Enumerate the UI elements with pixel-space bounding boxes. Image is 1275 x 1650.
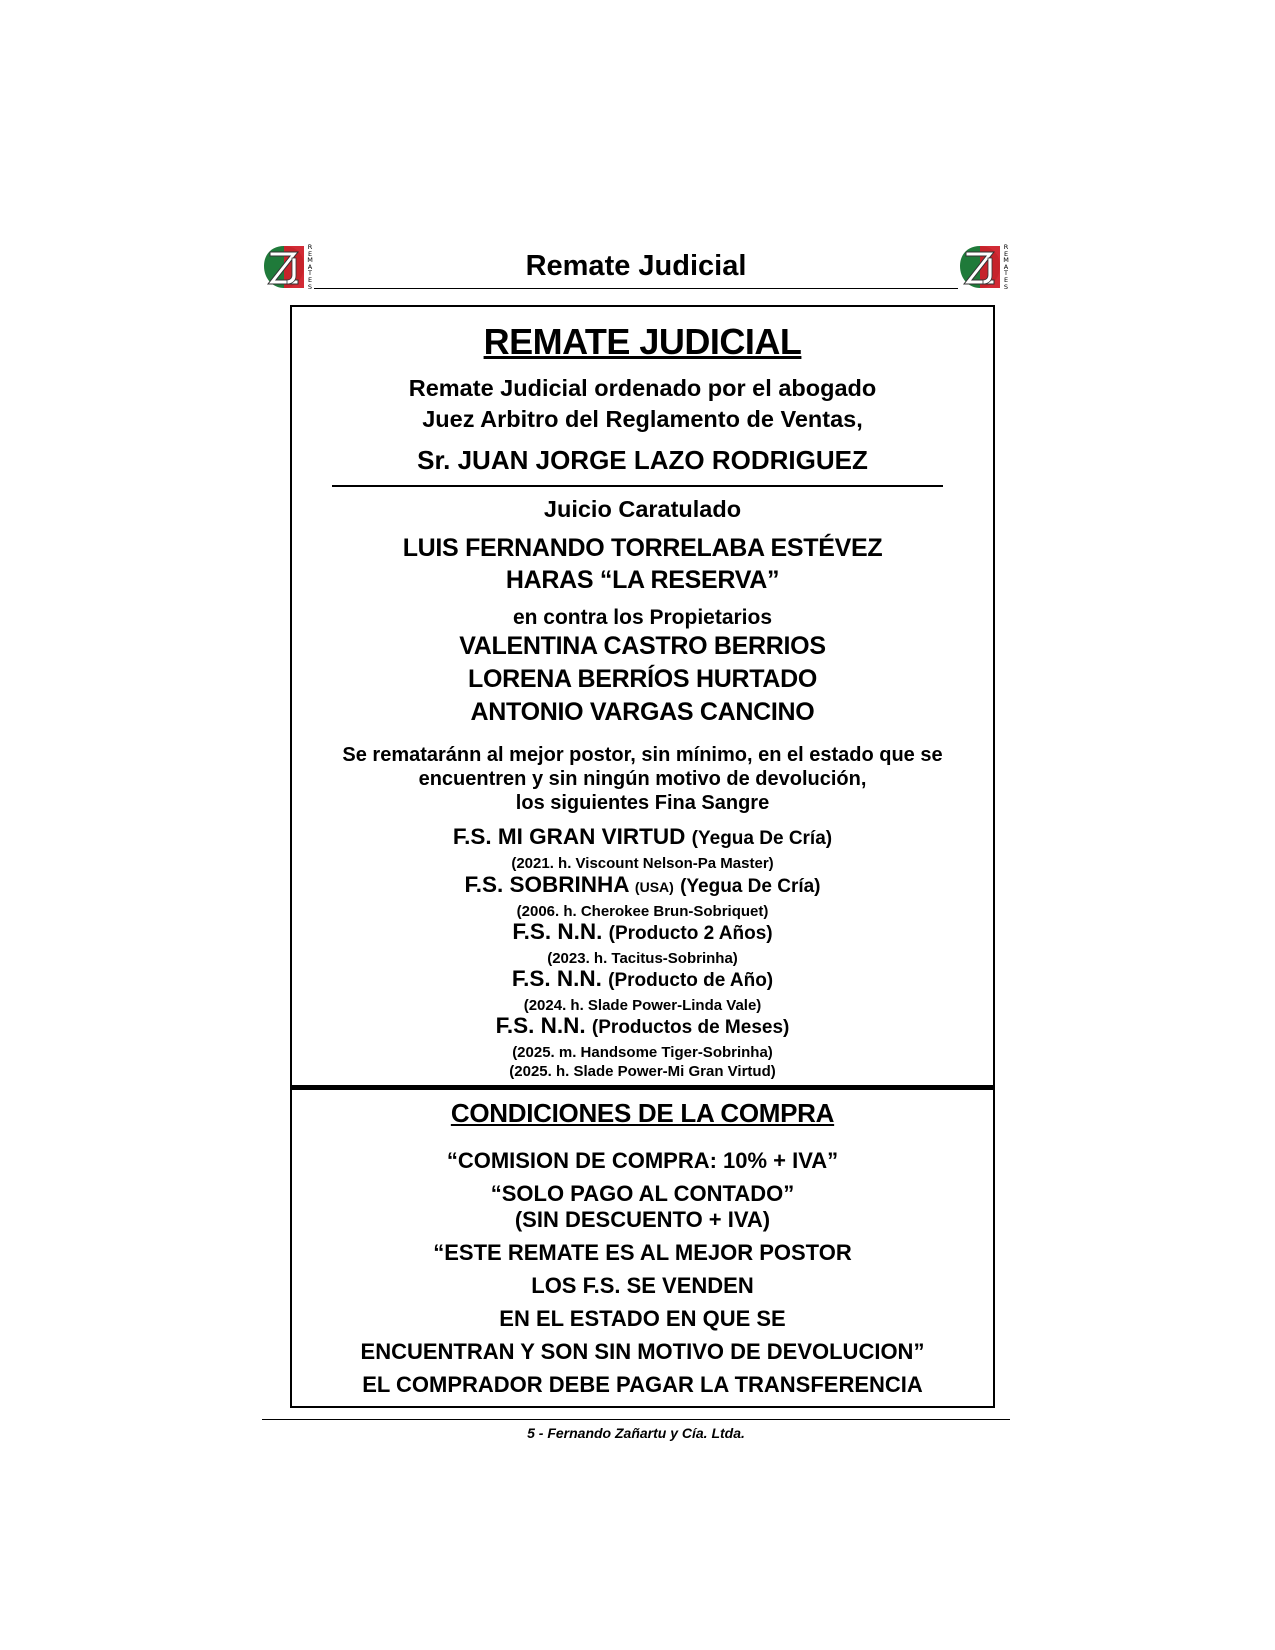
page-header: [262, 244, 1010, 292]
horse-3-heading: [292, 919, 993, 945]
horse-1-heading: [292, 824, 993, 850]
auction-notice-box: [290, 305, 995, 1087]
zj-logo-icon: [958, 244, 1002, 290]
horse-name: F.S. SOBRINHA: [464, 872, 629, 897]
intro-line-2: Juez Arbitro del Reglamento de Ventas,: [422, 406, 863, 432]
logo-letters: R E M A T E S: [1003, 243, 1009, 291]
horse-name: F.S. MI GRAN VIRTUD: [452, 824, 686, 849]
purchase-conditions-box: [290, 1087, 995, 1408]
owner-1: VALENTINA CASTRO BERRIOS: [459, 632, 826, 660]
plaintiff-line-1: LUIS FERNANDO TORRELABA ESTÉVEZ: [402, 534, 883, 562]
condition-line: EL COMPRADOR DEBE PAGAR LA TRANSFERENCIA: [362, 1372, 923, 1397]
logo-letters: R E M A T E S: [307, 243, 313, 291]
condition-line: “ESTE REMATE ES AL MEJOR POSTOR: [433, 1240, 852, 1265]
footer-rule: [262, 1419, 1010, 1420]
horse-3-pedigree: (2023. h. Tacitus-Sobrinha): [547, 950, 738, 967]
page-title: Remate Judicial: [525, 250, 747, 282]
horse-name: F.S. N.N.: [512, 919, 603, 944]
sale-line-1: Se remataránn al mejor postor, sin mínimo, en el estado que se: [342, 744, 943, 766]
condition-line: LOS F.S. SE VENDEN: [531, 1273, 754, 1298]
condition-line: EN EL ESTADO EN QUE SE: [499, 1306, 786, 1331]
conditions-title: CONDICIONES DE LA COMPRA: [450, 1098, 835, 1128]
condition-line: “COMISION DE COMPRA: 10% + IVA”: [446, 1148, 839, 1173]
condition-line: “SOLO PAGO AL CONTADO”: [490, 1181, 795, 1206]
case-label: Juicio Caratulado: [543, 496, 742, 522]
horse-5-pedigree-2: (2025. h. Slade Power-Mi Gran Virtud): [509, 1063, 776, 1080]
separator-rule: [332, 485, 943, 487]
horse-type: (Yegua De Cría): [691, 828, 833, 849]
horse-type: (Yegua De Cría): [680, 876, 821, 897]
against-label: en contra los Propietarios: [512, 606, 773, 629]
horse-type: (Producto 2 Años): [608, 923, 773, 944]
horse-origin-tag: (USA): [634, 879, 674, 895]
horse-2-pedigree: (2006. h. Cherokee Brun-Sobriquet): [516, 903, 769, 920]
horse-1-pedigree: (2021. h. Viscount Nelson-Pa Master): [511, 855, 774, 872]
horse-4-heading: [292, 966, 993, 992]
page-footer: 5 - Fernando Zañartu y Cía. Ltda.: [527, 1425, 745, 1441]
condition-line: ENCUENTRAN Y SON SIN MOTIVO DE DEVOLUCION”: [360, 1339, 925, 1364]
notice-title: REMATE JUDICIAL: [483, 321, 802, 362]
intro-line-1: Remate Judicial ordenado por el abogado: [408, 375, 877, 401]
horse-type: (Productos de Meses): [591, 1017, 790, 1038]
owner-2: LORENA BERRÍOS HURTADO: [468, 665, 817, 693]
header-rule: [314, 288, 958, 289]
condition-line: (SIN DESCUENTO + IVA): [514, 1207, 771, 1232]
plaintiff-line-2: HARAS “LA RESERVA”: [505, 566, 780, 594]
horse-5-pedigree-1: (2025. m. Handsome Tiger-Sobrinha): [512, 1044, 773, 1061]
horse-2-heading: [292, 872, 993, 898]
horse-5-heading: [292, 1013, 993, 1039]
horse-4-pedigree: (2024. h. Slade Power-Linda Vale): [523, 997, 762, 1014]
sale-line-3: los siguientes Fina Sangre: [515, 792, 770, 814]
judge-name: Sr. JUAN JORGE LAZO RODRIGUEZ: [417, 445, 868, 475]
zj-remates-logo-right: [958, 244, 1010, 290]
owner-3: ANTONIO VARGAS CANCINO: [470, 698, 815, 726]
horse-type: (Producto de Año): [608, 970, 774, 991]
sale-line-2: encuentren y sin ningún motivo de devolución,: [418, 768, 867, 790]
horse-name: F.S. N.N.: [511, 966, 602, 991]
horse-name: F.S. N.N.: [495, 1013, 586, 1038]
